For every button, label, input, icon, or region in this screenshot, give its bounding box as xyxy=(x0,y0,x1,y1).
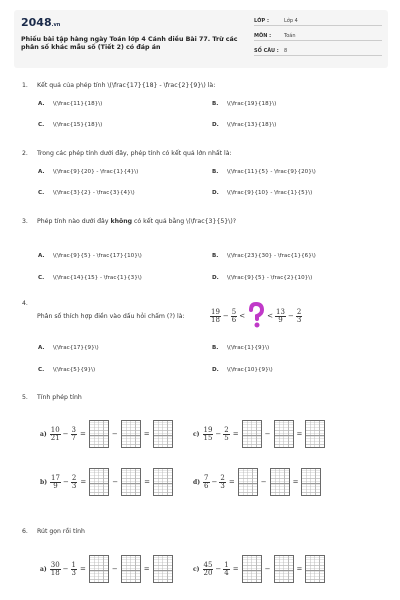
exercise-c: c) $\frac{45}{20}$ − $\frac{1}{4}$ = − = xyxy=(193,555,325,583)
answer-box[interactable] xyxy=(305,555,325,583)
question-mark-icon xyxy=(247,302,265,330)
answer-box[interactable] xyxy=(274,555,294,583)
option-c[interactable]: C. \(\frac{5}{9}\) xyxy=(38,367,96,373)
answer-box[interactable] xyxy=(153,420,173,448)
answer-box[interactable] xyxy=(153,555,173,583)
answer-box[interactable] xyxy=(301,468,321,496)
option-c[interactable]: C. \(\frac{15}{18}\) xyxy=(38,122,103,128)
meta-class: LỚP : Lớp 4 xyxy=(254,17,382,26)
option-b[interactable]: B. \(\frac{11}{5} - \frac{9}{20}\) xyxy=(212,169,316,175)
site-logo[interactable]: 2048.vn xyxy=(21,16,61,29)
question-text: Phép tính nào dưới đây không có kết quả bằng \(\frac{3}{5}\)? xyxy=(37,218,237,225)
option-b[interactable]: B. \(\frac{23}{30} - \frac{1}{6}\) xyxy=(212,253,316,259)
question-4-text: Phân số thích hợp điền vào dấu hỏi chấm (?) là: xyxy=(37,313,185,320)
option-d[interactable]: D. \(\frac{9}{5} - \frac{2}{10}\) xyxy=(212,275,313,281)
option-a[interactable]: A. \(\frac{11}{18}\) xyxy=(38,101,103,107)
option-b[interactable]: B. \(\frac{1}{9}\) xyxy=(212,345,270,351)
answer-box[interactable] xyxy=(89,468,109,496)
worksheet-title: Phiếu bài tập hàng ngày Toán lớp 4 Cánh diều Bài 77. Trừ các phân số khác mẫu số (Tiết 2) có đáp án xyxy=(21,36,238,51)
option-b[interactable]: B. \(\frac{19}{18}\) xyxy=(212,101,277,107)
answer-box[interactable] xyxy=(89,555,109,583)
option-d[interactable]: D. \(\frac{9}{10} - \frac{1}{5}\) xyxy=(212,190,313,196)
worksheet-header xyxy=(14,10,388,68)
option-d[interactable]: D. \(\frac{13}{18}\) xyxy=(212,122,277,128)
answer-box[interactable] xyxy=(305,420,325,448)
option-a[interactable]: A. \(\frac{9}{20} - \frac{1}{4}\) xyxy=(38,169,139,175)
option-a[interactable]: A. \(\frac{9}{5} - \frac{17}{10}\) xyxy=(38,253,142,259)
answer-box[interactable] xyxy=(89,420,109,448)
answer-box[interactable] xyxy=(121,420,141,448)
answer-box[interactable] xyxy=(274,420,294,448)
option-c[interactable]: C. \(\frac{3}{2} - \frac{3}{4}\) xyxy=(38,190,135,196)
question-text: Rút gọn rồi tính xyxy=(37,528,85,535)
question-text: Kết quả của phép tính \(\frac{17}{18} - \frac{2}{9}\) là: xyxy=(37,82,216,89)
exercise-c: c) $\frac{19}{15}$ − $\frac{2}{5}$ = − = xyxy=(193,420,325,448)
question-text: Tính phép tính xyxy=(37,394,82,401)
option-d[interactable]: D. \(\frac{10}{9}\) xyxy=(212,367,273,373)
option-a[interactable]: A. \(\frac{17}{9}\) xyxy=(38,345,99,351)
answer-box[interactable] xyxy=(153,468,173,496)
question-text: Trong các phép tính dưới đây, phép tính có kết quả lớn nhất là: xyxy=(37,150,232,157)
meta-question-count: SỐ CÂU : 8 xyxy=(254,47,382,56)
answer-box[interactable] xyxy=(238,468,258,496)
exercise-d: d) $\frac{7}{6}$ − $\frac{2}{3}$ = − = xyxy=(193,468,321,496)
answer-box[interactable] xyxy=(242,420,262,448)
exercise-a: a) $\frac{30}{18}$ − $\frac{1}{3}$ = − = xyxy=(40,555,173,583)
option-c[interactable]: C. \(\frac{14}{15} - \frac{1}{3}\) xyxy=(38,275,142,281)
answer-box[interactable] xyxy=(270,468,290,496)
answer-box[interactable] xyxy=(121,555,141,583)
answer-box[interactable] xyxy=(121,468,141,496)
exercise-a: a) $\frac{10}{21}$ − $\frac{3}{7}$ = − = xyxy=(40,420,173,448)
exercise-b: b) $\frac{17}{9}$ − $\frac{2}{3}$ = − = xyxy=(40,468,173,496)
meta-subject: MÔN : Toán xyxy=(254,32,382,41)
answer-box[interactable] xyxy=(242,555,262,583)
comparison-expression: $\frac{19}{18}$ − $\frac{5}{6}$ < < $\frac{13}{9}$ − $\frac{2}{3}$ xyxy=(210,302,302,330)
